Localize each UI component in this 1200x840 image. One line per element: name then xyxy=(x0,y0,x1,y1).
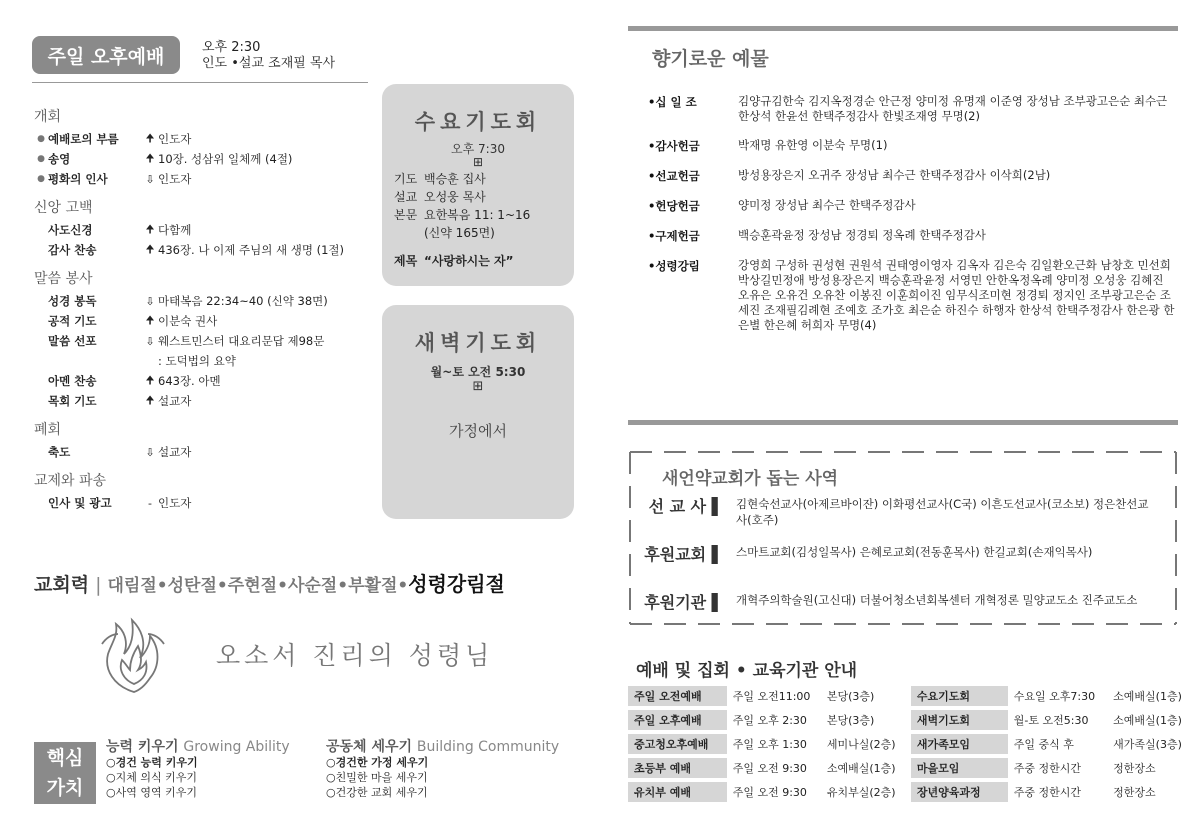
meeting-time: 주일 오후 1:30 xyxy=(732,738,807,751)
core-value-item: ○사역 영역 키우기 xyxy=(106,786,197,799)
meeting-name: 새벽기도회 xyxy=(911,710,1008,730)
meeting-place: 본당(3층) xyxy=(826,690,875,703)
wednesday-prayer-box xyxy=(382,84,574,286)
section-heading: 신앙 고백 xyxy=(34,200,93,216)
item-label: 목회 기도 xyxy=(48,394,97,408)
schedule-row xyxy=(628,710,1200,730)
meeting-time: 주일 오전11:00 xyxy=(732,690,811,703)
core-value-title xyxy=(326,740,586,755)
title-ko: 공동체 세우기 xyxy=(326,739,413,755)
item-value: 인도자 xyxy=(158,132,192,146)
stand-arrow-icon: 🠉 xyxy=(145,313,155,327)
service-info xyxy=(202,40,335,72)
offering-row xyxy=(648,258,1178,333)
detail-row xyxy=(382,223,574,241)
detail-row xyxy=(382,187,574,205)
item-value: 이분숙 권사 xyxy=(158,314,218,328)
order-of-worship xyxy=(34,100,379,513)
mission-type: 선 교 사 ▌ xyxy=(648,497,724,516)
season-dot: • xyxy=(216,576,228,596)
bullet-icon: ● xyxy=(37,174,45,184)
offering-names: 박재명 유한영 이분숙 무명(1) xyxy=(738,138,888,152)
meeting-name: 유치부 예배 xyxy=(628,782,727,802)
detail-key: 설교 xyxy=(394,189,418,204)
offering-row xyxy=(648,198,1178,214)
item-label: 사도신경 xyxy=(48,223,93,237)
top-bar xyxy=(628,26,1178,31)
dash-marker: - xyxy=(148,496,152,510)
title-en: Building Community xyxy=(416,739,560,755)
order-item xyxy=(34,351,379,371)
stand-arrow-icon: 🠉 xyxy=(145,131,155,145)
badge-line: 핵심 xyxy=(46,747,84,769)
order-item xyxy=(34,240,379,260)
item-label: 성경 봉독 xyxy=(48,294,97,308)
season-item: 부활절 xyxy=(348,576,398,596)
offering-type: •헌당헌금 xyxy=(648,199,700,213)
offering-names: 양미정 장성남 최수근 한택주정감사 xyxy=(738,198,916,212)
sit-arrow-icon: ⇩ xyxy=(145,445,155,459)
mission-names: 김현숙선교사(아제르바이잔) 이화평선교사(C국) 이흔도선교사(코소보) 정은찬선교사(호주) xyxy=(736,497,1149,527)
core-value-items xyxy=(106,755,316,800)
meeting-place: 소예배실(1층) xyxy=(1113,690,1182,703)
wednesday-title: 수요기도회 xyxy=(414,110,542,134)
stand-arrow-icon: 🠉 xyxy=(145,242,155,256)
core-value-title xyxy=(106,740,316,755)
meeting-time: 주일 중식 후 xyxy=(1013,738,1074,751)
season-item: 대림절 xyxy=(107,576,157,596)
order-item xyxy=(34,371,379,391)
cross-icon: ⊞ xyxy=(472,379,484,394)
order-item xyxy=(34,149,379,169)
meeting-name: 새가족모임 xyxy=(911,734,1008,754)
stand-arrow-icon: 🠉 xyxy=(145,222,155,236)
current-season: 성령강림절 xyxy=(408,572,505,596)
item-value: 인도자 xyxy=(158,172,192,186)
meeting-place: 세미나실(2층) xyxy=(826,738,896,751)
item-value: 다함께 xyxy=(158,223,192,237)
bullet-icon: ● xyxy=(37,154,45,164)
wednesday-time: 오후 7:30 xyxy=(451,142,505,156)
offering-row xyxy=(648,168,1178,184)
meeting-name: 초등부 예배 xyxy=(628,758,727,778)
detail-row xyxy=(382,169,574,187)
meeting-place: 소예배실(1층) xyxy=(826,762,896,775)
season-item: 주현절 xyxy=(227,576,278,596)
core-value-item: ○건강한 교회 세우기 xyxy=(326,786,428,799)
item-value: 643장. 아멘 xyxy=(158,374,221,388)
mission-names: 스마트교회(김성일목사) 은혜로교회(전동훈목사) 한길교회(손재익목사) xyxy=(736,545,1093,559)
item-label: 평화의 인사 xyxy=(48,172,108,186)
item-label: 인사 및 광고 xyxy=(48,496,112,510)
item-value: 436장. 나 이제 주님의 새 생명 (1절) xyxy=(158,243,345,257)
core-value-item: ○친밀한 마을 세우기 xyxy=(326,771,428,784)
item-label: 송영 xyxy=(48,152,71,166)
order-item xyxy=(34,442,379,462)
wednesday-details xyxy=(382,169,574,269)
section-heading: 폐회 xyxy=(34,422,62,438)
mid-bar xyxy=(628,420,1178,425)
detail-row xyxy=(382,205,574,223)
item-label: 축도 xyxy=(48,445,71,459)
stand-arrow-icon: 🠉 xyxy=(145,393,155,407)
detail-value: “사랑하시는 자” xyxy=(424,253,514,268)
meeting-time: 주일 오전 9:30 xyxy=(732,786,807,799)
meeting-time: 수요일 오후7:30 xyxy=(1013,690,1096,703)
item-value: 설교자 xyxy=(158,445,192,459)
stand-arrow-icon: 🠉 xyxy=(145,151,155,165)
offerings-title: 향기로운 예물 xyxy=(652,48,769,70)
offering-type: •감사헌금 xyxy=(648,139,700,153)
offering-names: 김양규김한숙 김지옥정경순 안근정 양미정 유명재 이준영 장성남 조부광고은순 최수근 한상석 한윤선 한택주정감사 한빛조재영 무명(2) xyxy=(738,94,1168,123)
item-label: 아멘 찬송 xyxy=(48,374,97,388)
missions-box xyxy=(628,450,1178,626)
missions-title: 새언약교회가 돕는 사역 xyxy=(662,469,839,489)
item-value: : 도덕법의 요약 xyxy=(158,354,236,368)
offerings-list xyxy=(648,94,1178,347)
service-time: 오후 2:30 xyxy=(202,40,261,55)
schedule-table xyxy=(628,682,1200,806)
item-label: 말씀 선포 xyxy=(48,334,97,348)
meeting-name: 주일 오전예배 xyxy=(628,686,727,706)
item-value: 10장. 성삼위 일체께 (4절) xyxy=(158,152,293,166)
offering-names: 백승훈곽윤정 장성남 정경퇴 정옥례 한택주정감사 xyxy=(738,228,986,242)
detail-key: 기도 xyxy=(394,171,418,186)
meeting-place: 본당(3층) xyxy=(826,714,875,727)
section-heading: 개회 xyxy=(34,109,62,125)
detail-key: 본문 xyxy=(394,207,418,222)
schedule-row xyxy=(628,758,1200,778)
schedule-row xyxy=(628,782,1200,802)
schedule-title: 예배 및 집회 • 교육기관 안내 xyxy=(636,661,858,681)
dawn-time: 월~토 오전 5:30 xyxy=(430,365,526,379)
bullet-icon: ● xyxy=(37,134,45,144)
meeting-place: 유치부실(2층) xyxy=(826,786,896,799)
core-value-community xyxy=(326,740,586,800)
offering-names: 방성용장은지 오귀주 장성남 최수근 한택주정감사 이삭희(2남) xyxy=(738,168,1051,182)
section-heading: 교제와 파송 xyxy=(34,473,107,489)
title-en: Growing Ability xyxy=(183,739,290,755)
detail-value: 요한복음 11: 1~16 xyxy=(424,207,531,222)
mission-row xyxy=(628,542,1158,565)
mission-names: 개혁주의학술원(고신대) 더불어청소년회복센터 개혁정론 밀양교도소 진주교도소 xyxy=(736,593,1138,607)
season-dot: • xyxy=(337,576,349,596)
item-label: 공적 기도 xyxy=(48,314,97,328)
meeting-time: 주중 정한시간 xyxy=(1013,786,1082,799)
meeting-time: 주일 오후 2:30 xyxy=(732,714,807,727)
detail-value: (신약 165면) xyxy=(424,225,495,240)
title-ko: 능력 키우기 xyxy=(106,739,179,755)
season-dot: • xyxy=(277,576,288,596)
sit-arrow-icon: ⇩ xyxy=(145,294,155,308)
sit-arrow-icon: ⇩ xyxy=(145,334,155,348)
offering-type: •구제헌금 xyxy=(648,229,700,243)
dawn-prayer-box xyxy=(382,305,574,519)
meeting-name: 마을모임 xyxy=(911,758,1008,778)
detail-key: 제목 xyxy=(394,253,418,268)
separator: | xyxy=(95,574,102,596)
item-value: 설교자 xyxy=(158,394,192,408)
meeting-name: 수요기도회 xyxy=(911,686,1008,706)
holy-spirit-flame-icon xyxy=(88,614,180,700)
order-item xyxy=(34,129,379,149)
mission-row xyxy=(628,590,1158,613)
detail-row xyxy=(382,251,574,269)
meeting-place: 정한장소 xyxy=(1113,762,1156,775)
season-item: 사순절 xyxy=(287,576,338,596)
order-item xyxy=(34,169,379,189)
calendar-label: 교회력 xyxy=(34,574,90,596)
detail-value: 오성웅 목사 xyxy=(424,189,486,204)
mission-type: 후원기관 ▌ xyxy=(644,593,724,612)
item-label: 감사 찬송 xyxy=(48,243,97,257)
sit-arrow-icon: ⇩ xyxy=(145,172,155,186)
season-list xyxy=(107,574,408,596)
schedule-row xyxy=(628,686,1200,706)
order-item xyxy=(34,391,379,411)
core-value-items xyxy=(326,755,586,800)
core-value-item: ○지체 의식 키우기 xyxy=(106,771,197,784)
offering-type: •성령강림 xyxy=(648,259,700,273)
service-leaders: 인도 •설교 조재필 목사 xyxy=(202,56,336,71)
meeting-name: 중고청오후예배 xyxy=(628,734,727,754)
item-label: 예배로의 부름 xyxy=(48,132,119,146)
mission-type: 후원교회 ▌ xyxy=(644,545,724,564)
meeting-time: 주중 정한시간 xyxy=(1013,762,1082,775)
meeting-time: 월-토 오전5:30 xyxy=(1013,714,1089,727)
divider xyxy=(32,82,368,83)
order-item xyxy=(34,311,379,331)
offering-type: •십 일 조 xyxy=(648,95,697,109)
core-value-item: ○경건 능력 키우기 xyxy=(106,756,198,769)
order-item xyxy=(34,331,379,351)
meeting-place: 소예배실(1층) xyxy=(1113,714,1182,727)
offering-names: 강영희 구성하 권성현 권원석 권태영이영자 김옥자 김은숙 김일환오근화 남창호 민선희 박상길민정애 방성용장은지 백승훈곽윤정 서영민 안한옥정옥례 양미정 오성웅 김혜진 오유은 오유건 오유찬 이봉진 이훈희이진 임무식조미현 정경퇴 정지인 조부광고은순 조세진 조재필김례현 조예호 조가호 최은순 하진수 하행자 한상석 한택주정감사 한은광 한은별 한은혜 허희자 무명(4) xyxy=(738,258,1175,332)
order-item xyxy=(34,493,379,513)
season-dot: • xyxy=(397,576,409,596)
badge-line: 가치 xyxy=(46,777,84,799)
service-title: 주일 오후예배 xyxy=(32,36,180,74)
item-value: 인도자 xyxy=(158,496,192,510)
meeting-place: 정한장소 xyxy=(1113,786,1156,799)
offering-type: •선교헌금 xyxy=(648,169,700,183)
season-dot: • xyxy=(156,576,168,596)
meeting-name: 장년양육과정 xyxy=(911,782,1008,802)
item-value: 웨스트민스터 대요리문답 제98문 xyxy=(158,334,325,348)
season-item: 성탄절 xyxy=(167,576,217,596)
detail-value: 백승훈 집사 xyxy=(424,171,486,186)
cross-icon: ⊞ xyxy=(472,155,484,169)
offering-row xyxy=(648,138,1178,154)
offering-row xyxy=(648,228,1178,244)
core-value-item: ○경건한 가정 세우기 xyxy=(326,756,429,769)
badge-text xyxy=(34,742,96,803)
season-theme: 오소서 진리의 성령님 xyxy=(216,641,494,670)
church-calendar xyxy=(34,568,505,597)
schedule-table-wrap xyxy=(628,682,1200,806)
item-value: 마태복음 22:34~40 (신약 38면) xyxy=(158,294,328,308)
mission-row xyxy=(628,494,1158,528)
section-heading: 말씀 봉사 xyxy=(34,271,93,287)
schedule-row xyxy=(628,734,1200,754)
core-values-badge xyxy=(34,742,96,804)
core-value-ability xyxy=(106,740,316,800)
dawn-place: 가정에서 xyxy=(449,422,507,440)
order-item xyxy=(34,291,379,311)
stand-arrow-icon: 🠉 xyxy=(145,373,155,387)
order-item xyxy=(34,220,379,240)
meeting-place: 새가족실(3층) xyxy=(1113,738,1182,751)
meeting-name: 주일 오후예배 xyxy=(628,710,727,730)
meeting-time: 주일 오전 9:30 xyxy=(732,762,807,775)
dawn-title: 새벽기도회 xyxy=(414,331,542,355)
offering-row xyxy=(648,94,1178,124)
